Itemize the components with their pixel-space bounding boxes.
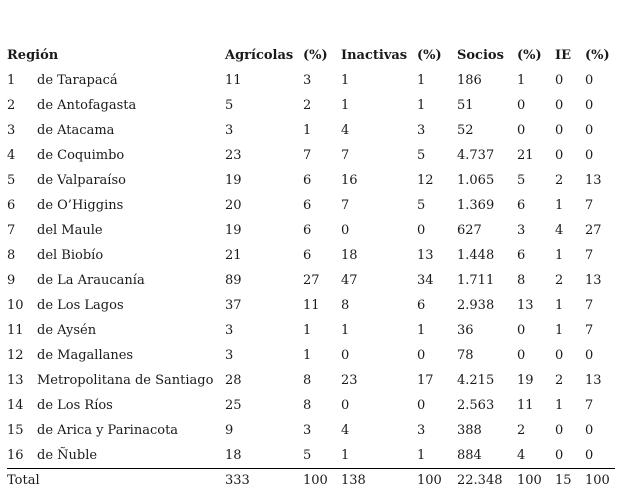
- total-agricolas: 333: [225, 473, 250, 488]
- inactivas-value: 0: [341, 398, 350, 413]
- region-name: de Arica y Parinacota: [37, 423, 179, 438]
- ie-pct: 27: [585, 223, 602, 238]
- ie-pct: 7: [585, 323, 594, 338]
- table-row: [7, 343, 615, 368]
- region-name: de Magallanes: [37, 348, 134, 363]
- ie-value: 0: [555, 73, 564, 88]
- ie-value: 4: [555, 223, 564, 238]
- total-ie-pct: 100: [585, 473, 610, 488]
- table-row: [7, 218, 615, 243]
- socios-value: 51: [457, 98, 474, 113]
- socios-pct: 4: [517, 443, 555, 469]
- ie-pct: 0: [585, 443, 615, 469]
- table-row: [7, 268, 615, 293]
- inactivas-value: 7: [341, 148, 350, 163]
- total-socios-pct: 100: [517, 473, 542, 488]
- inactivas-value: 18: [341, 248, 358, 263]
- ie-pct: 0: [585, 423, 594, 438]
- ie-value: 0: [555, 98, 564, 113]
- ie-value: 0: [555, 423, 564, 438]
- region-number: 4: [7, 148, 16, 163]
- socios-value: 2.938: [457, 298, 495, 313]
- socios-pct: 8: [517, 273, 526, 288]
- agricolas-pct: 3: [303, 73, 312, 88]
- ie-pct: 7: [585, 248, 594, 263]
- header-socios-pct: (%): [517, 48, 542, 63]
- socios-value: 2.563: [457, 398, 495, 413]
- inactivas-pct: 17: [417, 373, 434, 388]
- region-name: de Aysén: [37, 323, 97, 338]
- region-number: 13: [7, 373, 24, 388]
- inactivas-value: 1: [341, 73, 350, 88]
- socios-value: 4.737: [457, 148, 495, 163]
- socios-pct: 6: [517, 198, 526, 213]
- inactivas-pct: 6: [417, 298, 426, 313]
- table-row: [7, 168, 615, 193]
- ie-pct: 13: [585, 373, 602, 388]
- agricolas-value: 37: [225, 298, 242, 313]
- region-table: [7, 43, 615, 493]
- inactivas-value: 23: [341, 373, 358, 388]
- table-row: [7, 143, 615, 168]
- agricolas-value: 3: [225, 348, 234, 363]
- agricolas-value: 3: [225, 323, 234, 338]
- inactivas-value: 16: [341, 173, 358, 188]
- table-row: [7, 368, 615, 393]
- ie-pct: 7: [585, 398, 594, 413]
- agricolas-pct: 6: [303, 198, 312, 213]
- socios-value: 1.065: [457, 173, 495, 188]
- ie-value: 1: [555, 198, 564, 213]
- region-number: 6: [7, 198, 16, 213]
- region-number: 11: [7, 323, 24, 338]
- region-number: 2: [7, 98, 16, 113]
- socios-value: 1.711: [457, 273, 495, 288]
- region-name: de La Araucanía: [37, 273, 145, 288]
- agricolas-pct: 7: [303, 148, 312, 163]
- total-inactivas-pct: 100: [417, 473, 442, 488]
- ie-value: 0: [555, 123, 564, 138]
- region-number: 9: [7, 273, 16, 288]
- socios-pct: 5: [517, 173, 526, 188]
- total-row: [7, 469, 615, 494]
- socios-pct: 2: [517, 423, 526, 438]
- inactivas-value: 8: [341, 298, 350, 313]
- agricolas-value: 9: [225, 423, 234, 438]
- agricolas-value: 20: [225, 198, 242, 213]
- agricolas-pct: 6: [303, 173, 312, 188]
- region-number: 10: [7, 298, 24, 313]
- table-row: [7, 443, 615, 469]
- socios-value: 36: [457, 323, 474, 338]
- socios-pct: 21: [517, 148, 534, 163]
- header-ie-pct: (%): [585, 48, 610, 63]
- ie-value: 1: [555, 298, 564, 313]
- socios-pct: 13: [517, 298, 534, 313]
- region-name: del Biobío: [37, 248, 104, 263]
- ie-value: 0: [555, 348, 564, 363]
- ie-pct: 0: [585, 348, 594, 363]
- header-inactivas: Inactivas: [341, 48, 408, 63]
- region-name: de Atacama: [37, 123, 115, 138]
- inactivas-value: 1: [341, 323, 350, 338]
- agricolas-pct: 8: [303, 398, 312, 413]
- region-number: 14: [7, 398, 24, 413]
- inactivas-pct: 5: [417, 148, 426, 163]
- region-number: 8: [7, 248, 16, 263]
- agricolas-pct: 6: [303, 248, 312, 263]
- inactivas-pct: 0: [417, 223, 426, 238]
- inactivas-value: 0: [341, 348, 350, 363]
- socios-value: 1.448: [457, 248, 495, 263]
- region-name: de Valparaíso: [37, 173, 126, 188]
- header-inactivas-pct: (%): [417, 48, 442, 63]
- inactivas-pct: 0: [417, 398, 426, 413]
- table-row: [7, 68, 615, 93]
- agricolas-value: 21: [225, 248, 242, 263]
- table-header-row: [7, 43, 615, 68]
- socios-value: 627: [457, 223, 482, 238]
- region-number: 3: [7, 123, 16, 138]
- header-agricolas-pct: (%): [303, 48, 328, 63]
- inactivas-pct: 1: [417, 323, 426, 338]
- socios-value: 186: [457, 73, 482, 88]
- ie-value: 0: [555, 443, 585, 469]
- inactivas-value: 1: [341, 443, 417, 469]
- agricolas-pct: 2: [303, 98, 312, 113]
- ie-pct: 0: [585, 98, 594, 113]
- region-name: del Maule: [37, 223, 103, 238]
- inactivas-pct: 0: [417, 348, 426, 363]
- socios-value: 4.215: [457, 373, 495, 388]
- socios-value: 388: [457, 423, 482, 438]
- ie-pct: 13: [585, 173, 602, 188]
- agricolas-value: 28: [225, 373, 242, 388]
- socios-pct: 0: [517, 123, 526, 138]
- ie-pct: 0: [585, 73, 594, 88]
- agricolas-value: 5: [225, 98, 234, 113]
- agricolas-value: 25: [225, 398, 242, 413]
- agricolas-pct: 1: [303, 323, 312, 338]
- region-number: 5: [7, 173, 16, 188]
- agricolas-pct: 8: [303, 373, 312, 388]
- agricolas-value: 23: [225, 148, 242, 163]
- inactivas-pct: 13: [417, 248, 434, 263]
- total-socios: 22.348: [457, 473, 503, 488]
- region-number: 1: [7, 73, 16, 88]
- inactivas-value: 7: [341, 198, 350, 213]
- inactivas-pct: 34: [417, 273, 434, 288]
- region-name: de Ñuble: [37, 443, 225, 469]
- table-row: [7, 118, 615, 143]
- agricolas-value: 19: [225, 223, 242, 238]
- total-inactivas: 138: [341, 473, 366, 488]
- inactivas-pct: 3: [417, 423, 426, 438]
- agricolas-pct: 5: [303, 443, 341, 469]
- region-name: de Tarapacá: [37, 73, 118, 88]
- inactivas-pct: 1: [417, 73, 426, 88]
- socios-pct: 3: [517, 223, 526, 238]
- socios-pct: 0: [517, 323, 526, 338]
- region-number: 12: [7, 348, 24, 363]
- inactivas-pct: 1: [417, 443, 457, 469]
- socios-value: 1.369: [457, 198, 495, 213]
- ie-value: 1: [555, 323, 564, 338]
- ie-pct: 7: [585, 198, 594, 213]
- socios-pct: 11: [517, 398, 534, 413]
- table-row: [7, 418, 615, 443]
- region-name: de Antofagasta: [37, 98, 137, 113]
- agricolas-value: 19: [225, 173, 242, 188]
- table-row: [7, 93, 615, 118]
- inactivas-value: 4: [341, 423, 350, 438]
- inactivas-pct: 1: [417, 98, 426, 113]
- region-name: de O’Higgins: [37, 198, 124, 213]
- table-row: [7, 243, 615, 268]
- socios-pct: 1: [517, 73, 526, 88]
- header-agricolas: Agrícolas: [225, 48, 294, 63]
- table-row: [7, 318, 615, 343]
- inactivas-value: 47: [341, 273, 358, 288]
- ie-value: 2: [555, 173, 564, 188]
- socios-value: 52: [457, 123, 474, 138]
- inactivas-pct: 3: [417, 123, 426, 138]
- ie-value: 2: [555, 273, 564, 288]
- agricolas-pct: 27: [303, 273, 320, 288]
- ie-value: 2: [555, 373, 564, 388]
- socios-pct: 19: [517, 373, 534, 388]
- agricolas-value: 11: [225, 73, 242, 88]
- total-agricolas-pct: 100: [303, 473, 328, 488]
- ie-pct: 7: [585, 298, 594, 313]
- socios-value: 78: [457, 348, 474, 363]
- inactivas-value: 0: [341, 223, 350, 238]
- table-row: [7, 193, 615, 218]
- inactivas-pct: 5: [417, 198, 426, 213]
- region-number: 16: [7, 443, 37, 469]
- socios-pct: 0: [517, 348, 526, 363]
- ie-value: 1: [555, 398, 564, 413]
- region-name: de Los Ríos: [37, 398, 113, 413]
- region-name: Metropolitana de Santiago: [37, 373, 214, 388]
- inactivas-value: 4: [341, 123, 350, 138]
- region-number: 15: [7, 423, 24, 438]
- inactivas-pct: 12: [417, 173, 434, 188]
- agricolas-value: 3: [225, 123, 234, 138]
- ie-pct: 0: [585, 148, 594, 163]
- table-row: [7, 393, 615, 418]
- socios-value: 884: [457, 443, 517, 469]
- inactivas-value: 1: [341, 98, 350, 113]
- region-name: de Coquimbo: [37, 148, 125, 163]
- ie-value: 0: [555, 148, 564, 163]
- agricolas-pct: 11: [303, 298, 320, 313]
- table-row: [7, 293, 615, 318]
- agricolas-pct: 1: [303, 348, 312, 363]
- ie-pct: 0: [585, 123, 594, 138]
- header-ie: IE: [555, 48, 571, 63]
- ie-value: 1: [555, 248, 564, 263]
- agricolas-pct: 3: [303, 423, 312, 438]
- agricolas-value: 18: [225, 443, 303, 469]
- socios-pct: 6: [517, 248, 526, 263]
- header-socios: Socios: [457, 48, 504, 63]
- region-rows: [7, 68, 615, 469]
- header-region: Región: [7, 48, 59, 63]
- region-name: de Los Lagos: [37, 298, 124, 313]
- total-ie: 15: [555, 473, 572, 488]
- ie-pct: 13: [585, 273, 602, 288]
- agricolas-pct: 1: [303, 123, 312, 138]
- socios-pct: 0: [517, 98, 526, 113]
- agricolas-pct: 6: [303, 223, 312, 238]
- region-number: 7: [7, 223, 16, 238]
- agricolas-value: 89: [225, 273, 242, 288]
- total-label: Total: [7, 473, 40, 488]
